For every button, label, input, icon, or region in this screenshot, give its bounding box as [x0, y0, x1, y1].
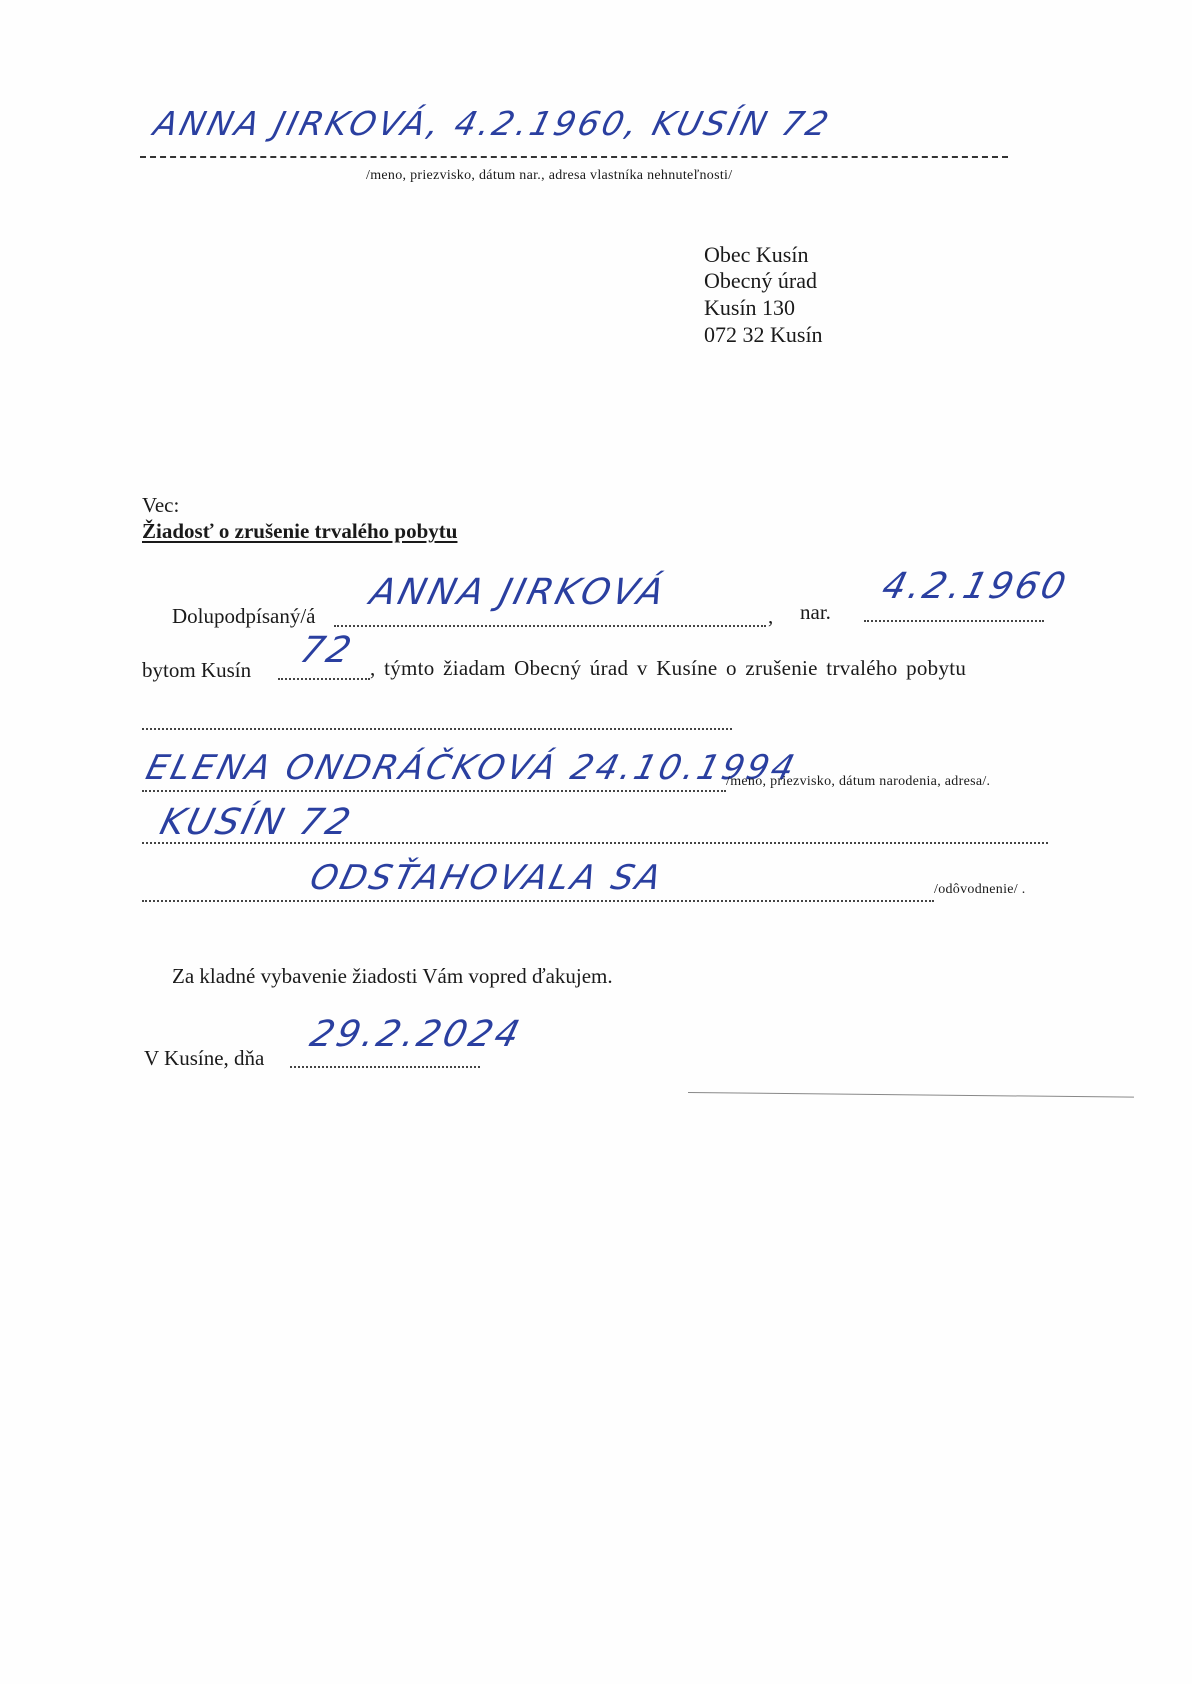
signed-name-dots — [334, 625, 766, 627]
signed-name-handwritten: ANNA JIRKOVÁ — [366, 572, 671, 613]
person-address-handwritten: KUSÍN 72 — [156, 802, 358, 843]
born-date-dots — [864, 620, 1044, 622]
place-label: V Kusíne, dňa — [144, 1046, 265, 1070]
owner-dashed-line — [140, 156, 1008, 158]
signed-label: Dolupodpísaný/á — [172, 604, 316, 628]
person-handwritten: ELENA ONDRÁČKOVÁ 24.10.1994 — [142, 748, 802, 788]
owner-handwritten: ANNA JIRKOVÁ, 4.2.1960, KUSÍN 72 — [150, 104, 836, 143]
subject-label: Vec: — [142, 493, 180, 517]
signed-comma: , — [768, 604, 774, 628]
reason-handwritten: ODSŤAHOVALA SA — [306, 858, 668, 898]
date-dots — [290, 1066, 480, 1068]
born-label: nar. — [800, 600, 831, 624]
recipient-line-1: Obec Kusín — [704, 242, 809, 267]
blank-dots-1 — [142, 728, 732, 730]
recipient-line-3: Kusín 130 — [704, 295, 796, 320]
address-dots — [142, 842, 1048, 844]
recipient-line-4: 072 32 Kusín — [704, 322, 823, 347]
date-handwritten: 29.2.2024 — [306, 1014, 527, 1055]
house-number-handwritten: 72 — [296, 630, 359, 671]
person-dots — [142, 790, 726, 792]
reason-dots — [142, 900, 934, 902]
residence-label: bytom Kusín — [142, 658, 252, 682]
house-number-dots — [278, 678, 370, 680]
born-date-handwritten: 4.2.1960 — [878, 566, 1073, 607]
person-caption: /meno, priezvisko, dátum narodenia, adresa/. — [726, 774, 991, 789]
recipient-line-2: Obecný úrad — [704, 268, 818, 293]
thanks-text: Za kladné vybavenie žiadosti Vám vopred ďakujem. — [172, 964, 613, 988]
signature-line — [688, 1092, 1134, 1098]
owner-caption: /meno, priezvisko, dátum nar., adresa vlastníka nehnuteľnosti/ — [366, 168, 733, 183]
request-text: , týmto žiadam Obecný úrad v Kusíne o zrušenie trvalého pobytu — [370, 656, 967, 680]
subject-title: Žiadosť o zrušenie trvalého pobytu — [142, 519, 458, 543]
reason-caption: /odôvodnenie/ . — [934, 882, 1026, 897]
